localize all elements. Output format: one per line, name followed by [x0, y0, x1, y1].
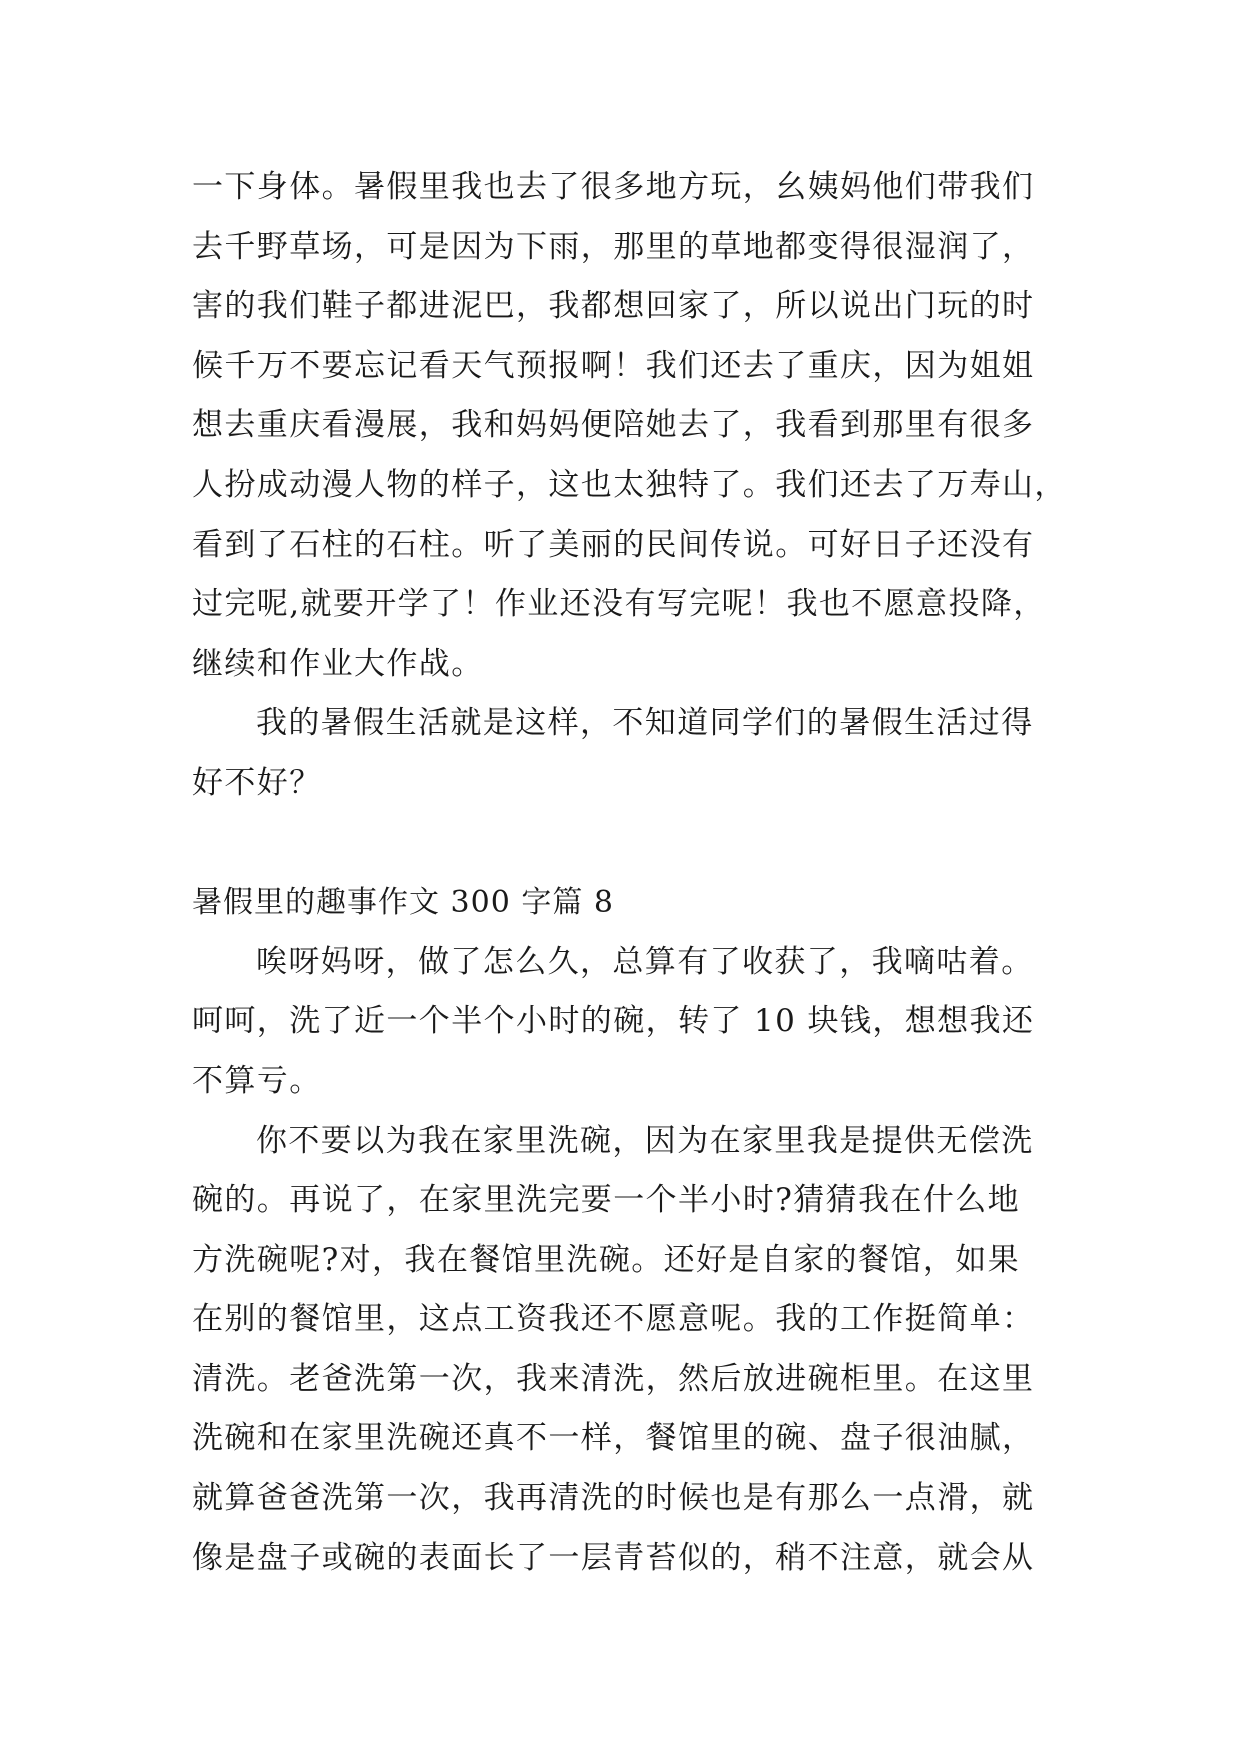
text-line: 害的我们鞋子都进泥巴，我都想回家了，所以说出门玩的时	[192, 288, 1035, 325]
text-line: 洗碗和在家里洗碗还真不一样，餐馆里的碗、盘子很油腻，	[192, 1420, 1035, 1457]
text-line: 我的暑假生活就是这样，不知道同学们的暑假生活过得	[256, 705, 1034, 742]
section-spacer	[192, 814, 1060, 874]
text-line: 唉呀妈呀，做了怎么久，总算有了收获了，我嘀咕着。	[256, 943, 1034, 980]
text-line: 碗的。再说了，在家里洗完要一个半小时?猜猜我在什么地	[192, 1182, 1021, 1219]
text-line: 在别的餐馆里，这点工资我还不愿意呢。我的工作挺简单：	[192, 1301, 1035, 1338]
text-line: 好不好？	[192, 764, 322, 801]
text-line: 不算亏。	[192, 1062, 322, 1099]
text-line: 想去重庆看漫展，我和妈妈便陪她去了，我看到那里有很多	[192, 407, 1035, 444]
text-line: 就算爸爸洗第一次，我再清洗的时候也是有那么一点滑，就	[192, 1480, 1035, 1517]
text-line: 你不要以为我在家里洗碗，因为在家里我是提供无偿洗	[256, 1122, 1034, 1159]
document-page	[192, 158, 1067, 1588]
text-line: 方洗碗呢?对，我在餐馆里洗碗。还好是自家的餐馆，如果	[192, 1241, 1021, 1278]
text-line: 人扮成动漫人物的样子，这也太独特了。我们还去了万寿山，	[192, 466, 1067, 503]
text-line: 清洗。老爸洗第一次，我来清洗，然后放进碗柜里。在这里	[192, 1360, 1035, 1397]
paragraph-4	[192, 1112, 1060, 1589]
text-line: 像是盘子或碗的表面长了一层青苔似的，稍不注意，就会从	[192, 1539, 1035, 1576]
text-line: 过完呢,就要开学了！作业还没有写完呢！我也不愿意投降，	[192, 586, 1046, 623]
text-line: 去千野草场，可是因为下雨，那里的草地都变得很湿润了，	[192, 228, 1035, 265]
text-line: 继续和作业大作战。	[192, 645, 484, 682]
section-heading: 暑假里的趣事作文 300 字篇 8	[192, 885, 614, 921]
text-line: 一下身体。暑假里我也去了很多地方玩，幺姨妈他们带我们	[192, 169, 1035, 205]
text-line: 候千万不要忘记看天气预报啊！我们还去了重庆，因为姐姐	[192, 347, 1035, 384]
paragraph-3	[192, 933, 1060, 1112]
paragraph-2	[192, 694, 1060, 813]
text-line: 呵呵，洗了近一个半个小时的碗，转了 10 块钱，想想我还	[192, 1003, 1035, 1040]
paragraph-1	[192, 158, 1067, 694]
text-line: 看到了石柱的石柱。听了美丽的民间传说。可好日子还没有	[192, 526, 1035, 563]
